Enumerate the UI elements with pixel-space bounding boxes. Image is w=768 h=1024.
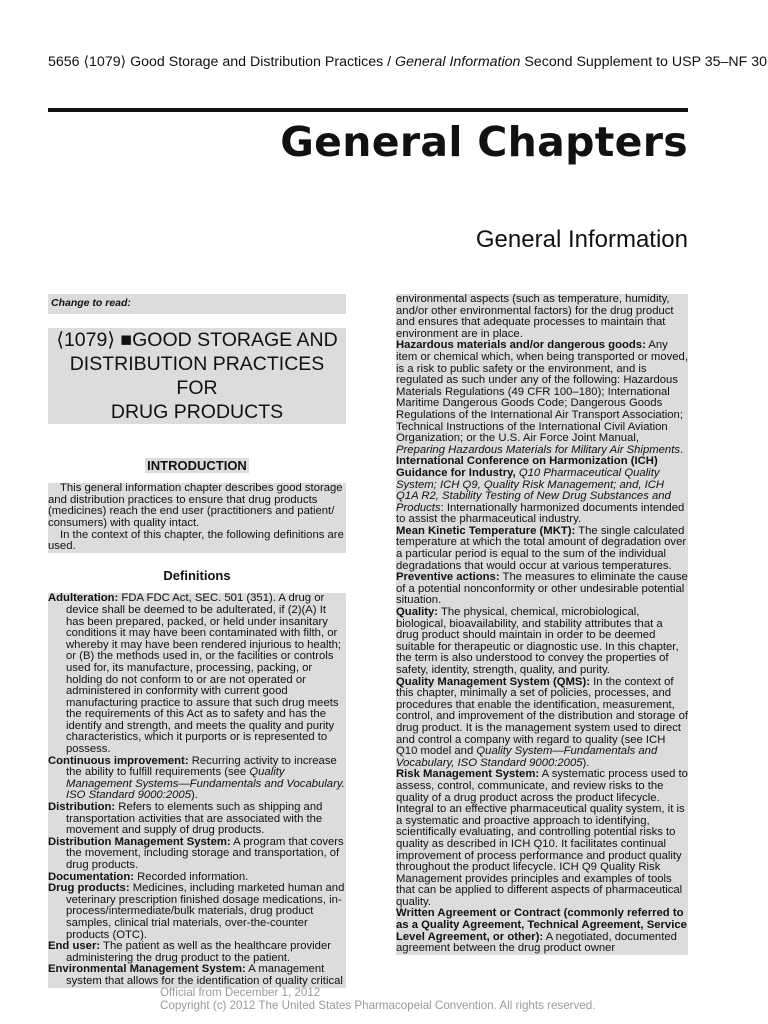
footer [160, 986, 595, 1012]
definition-preventive-actions [396, 572, 688, 607]
definition-text: A systematic process used to assess, control, communicate, and review risks to the quality of a drug product across the product lifecycle. Integral to an effective pharmaceutical quality system, it is a systematic and proactive approach to identifying, scientifically evaluating, and controlling potential risks to quality as described in ICH Q10. It facilitates continual improvement of process performance and product quality throughout the product lifecycle. ICH Q9 Quality Risk Management provides principles and examples of tools that can be applied to different aspects of pharmaceutical quality. [396, 768, 688, 908]
definition-term: Continuous improvement: [48, 754, 189, 767]
definition-term: International Conference on Harmonization (ICH) Guidance for Industry, [396, 455, 658, 479]
definition-text: Medicines, including marketed human and veterinary prescription finished dosage medications, in-process/intermediate/bulk materials, drug product samples, clinical trial materials, over-the-counter products (OTC). [66, 882, 345, 941]
definition-hazardous-materials [396, 340, 688, 456]
definition-citation: Quality System—Fundamentals and Vocabulary, ISO Standard 9000:2005 [396, 745, 658, 769]
definition-distribution-management-system [48, 837, 346, 872]
chapter-heading-line-2: DISTRIBUTION PRACTICES FOR [69, 352, 325, 399]
definition-end-user [48, 941, 346, 964]
definition-term: Distribution: [48, 801, 116, 814]
definition-term: Distribution Management System: [48, 835, 231, 848]
definition-tail: . [680, 443, 684, 456]
definition-quality [396, 607, 688, 677]
definition-term: Drug products: [48, 882, 130, 895]
introduction-heading [48, 457, 346, 473]
introduction-body [48, 483, 346, 553]
definition-term: End user: [48, 940, 101, 953]
running-head [48, 54, 768, 70]
definition-term: Environmental Management System: [48, 963, 246, 976]
definition-term: Adulteration: [48, 592, 119, 605]
introduction-heading-text: INTRODUCTION [147, 457, 247, 473]
definition-citation: Preparing Hazardous Materials for Military Air Shipments [396, 443, 680, 456]
chapter-heading-line-1: ⟨1079⟩ ■GOOD STORAGE AND [56, 328, 338, 351]
definition-term: Written Agreement or Contract (commonly referred to as a Quality Agreement, Technical Agreement, Service Level Agreement, or other): [396, 907, 687, 943]
definition-term: Hazardous materials and/or dangerous goods: [396, 339, 646, 352]
definition-term: Risk Management System: [396, 768, 540, 781]
definition-text: Refers to elements such as shipping and transportation activities that are associated with the movement and supply of drug products. [66, 801, 323, 837]
definition-text: The patient as well as the healthcare provider administering the drug product to the patient. [66, 940, 331, 964]
definition-text: Recurring activity to increase the ability to fulfill requirements (see [66, 754, 337, 779]
definition-text: A management system that allows for the identification of quality critical [66, 963, 343, 987]
definition-text: A program that covers the movement, including storage and transportation, of drug products. [66, 835, 344, 871]
running-head-section: General Information [395, 54, 521, 70]
definition-continuous-improvement [48, 756, 346, 802]
definition-text: The measures to eliminate the cause of a potential nonconformity or other undesirable potential situation. [396, 571, 688, 607]
definition-citation: Q10 Pharmaceutical Quality System; ICH Q9, Quality Risk Management; and, ICH Q1A R2, Stability Testing of New Drug Substances and Products [396, 466, 671, 514]
chapter-heading [48, 328, 346, 424]
left-column [48, 294, 346, 988]
definition-written-agreement [396, 908, 688, 954]
page-subtitle: General Information [475, 226, 688, 253]
introduction-paragraph-2: In the context of this chapter, the following definitions are used. [48, 528, 344, 553]
footer-copyright: Copyright (c) 2012 The United States Pharmacopeial Convention. All rights reserved. [160, 999, 596, 1012]
definitions-list-left [48, 593, 346, 987]
definition-tail: ). [582, 756, 590, 769]
definition-ich-guidance [396, 456, 688, 526]
footer-official-date: Official from December 1, 2012 [160, 986, 321, 999]
definition-mean-kinetic-temperature [396, 526, 688, 572]
change-note: Change to read: [48, 294, 346, 314]
definition-term: Quality: [396, 606, 439, 619]
definition-quality-management-system [396, 677, 688, 770]
definition-term: Documentation: [48, 870, 134, 883]
right-column [396, 294, 688, 955]
header-rule [48, 108, 688, 112]
definition-environmental-management-system [48, 964, 346, 987]
running-head-suffix: Second Supplement to USP 35–NF 30 [520, 54, 768, 70]
definition-term: Preventive actions: [396, 571, 500, 584]
definition-text: Any item or chemical which, when being transported or moved, is a risk to public safety or the environment, and is regulated as such under any of the following: Hazardous Materials Regulations (49 CFR 100–180); International Maritime Dangerous Goods Code; Dangerous Goods Regulations of the International Air Transport Association; Technical Instructions of the International Civil Aviation Organization; or the U.S. Air Force Joint Manual, [396, 339, 688, 445]
chapter-heading-line-3: DRUG PRODUCTS [110, 400, 284, 423]
introduction-paragraph-1: This general information chapter describes good storage and distribution practices to ensure that drug products (medicines) reach the end user (practitioners and patient/ consumers) with quality intact. [48, 482, 343, 529]
definition-continuation: environmental aspects (such as temperature, humidity, and/or other environmental factors) for the drug product and ensures that adequate processes to maintain that environment are in place. [396, 293, 674, 340]
definition-text: The physical, chemical, microbiological, biological, bioavailability, and stability attributes that a drug product should maintain in order to be deemed suitable for therapeutic or diagnostic use. In this chapter, the term is also understood to convey the properties of safety, identity, strength, quality, and purity. [396, 606, 679, 676]
definition-term: Mean Kinetic Temperature (MKT): [396, 524, 576, 537]
definition-text: FDA FDC Act, SEC. 501 (351). A drug or device shall be deemed to be adulterated, if (2)(A) It has been prepared, packed, or held under insanitary conditions it may have been contaminated with filth, or whereby it may have been rendered injurious to health; or (B) the methods used in, or the facilities or controls used for, its manufacture, processing, packing, or holding do not conform to or are not operated or administered in conformity with current good manufacturing practice to assure that such drug meets the requirements of this Act as to safety and has the identify and strength, and meets the quality and purity characteristics, which it purports or is represented to possess. [66, 592, 342, 756]
definition-citation: Quality Management Systems—Fundamentals and Vocabulary. ISO Standard 9000:2005 [66, 766, 345, 802]
definition-text: A negotiated, documented agreement between the drug product owner [396, 930, 677, 955]
definition-text: In the context of this chapter, minimally a set of policies, processes, and procedures that enable the identification, measurement, control, and improvement of the distribution and storage of drug product. It is the management system used to direct and control a company with regard to quality (see ICH Q10 model and [396, 675, 689, 758]
definition-term: Quality Management System (QMS): [396, 675, 590, 688]
definition-risk-management-system [396, 769, 688, 908]
definition-distribution [48, 802, 346, 837]
definition-text: The single calculated temperature at which the total amount of degradation over a particular period is equal to the sum of the individual degradations that would occur at various temperatures. [396, 524, 687, 572]
definitions-heading: Definitions [163, 567, 231, 583]
running-head-prefix: 5656 ⟨1079⟩ Good Storage and Distribution Practices / [48, 54, 396, 70]
definition-drug-products [48, 883, 346, 941]
definition-tail: : Internationally harmonized documents intended to assist the pharmaceutical industry. [396, 501, 685, 526]
page-title: General Chapters [280, 118, 688, 166]
definition-adulteration [48, 593, 346, 755]
definition-text: Recorded information. [133, 870, 249, 883]
definition-tail: ). [191, 789, 198, 802]
